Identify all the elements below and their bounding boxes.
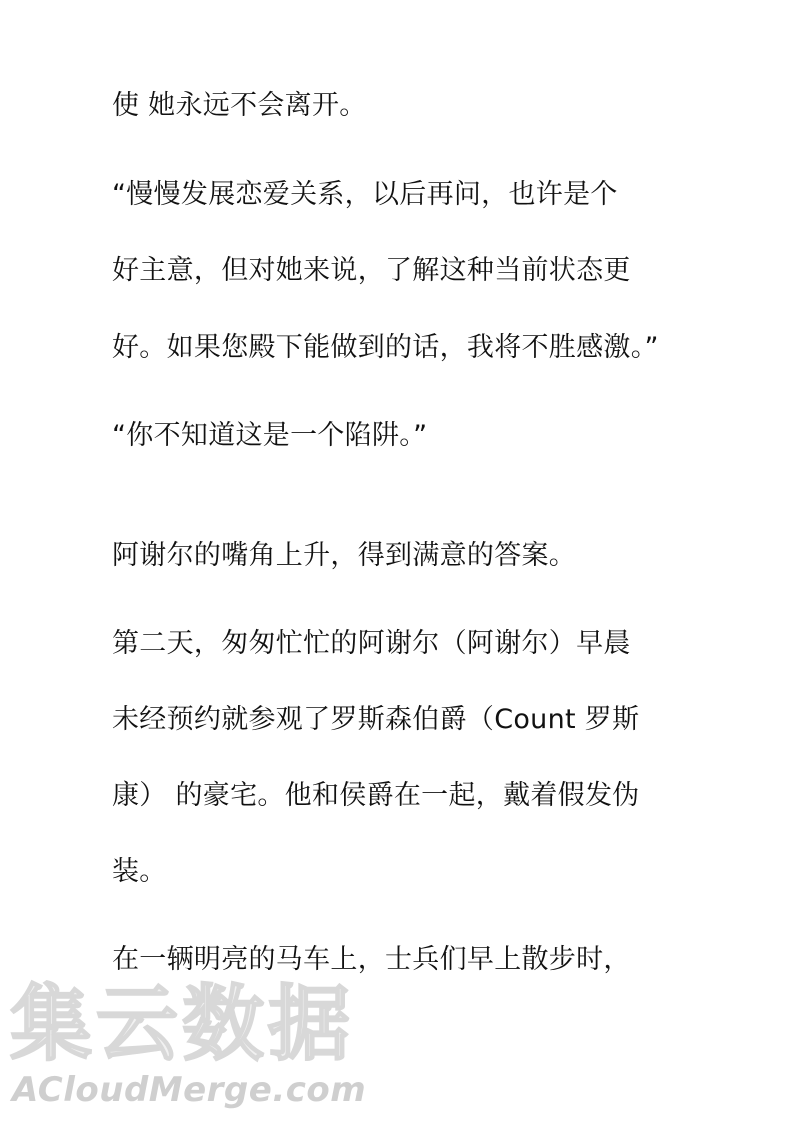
text-line: 装。 xyxy=(112,856,167,887)
text-line: 好主意，但对她来说，了解这种当前状态更 xyxy=(112,255,631,286)
text-line: 未经预约就参观了罗斯森伯爵（Count 罗斯 xyxy=(112,704,640,735)
watermark-english-text: ACloudMerge.com xyxy=(12,1070,367,1110)
watermark-chinese-text: 集云数据 xyxy=(10,977,355,1072)
watermark xyxy=(10,978,390,1118)
text-line: 阿谢尔的嘴角上升，得到满意的答案。 xyxy=(112,540,577,571)
text-line: “慢慢发展恋爱关系，以后再问，也许是个 xyxy=(112,179,618,210)
text-line: 在一辆明亮的马车上，士兵们早上散步时， xyxy=(112,944,631,975)
text-line: “你不知道这是一个陷阱。” xyxy=(112,420,428,451)
text-line: 好。如果您殿下能做到的话，我将不胜感激。” xyxy=(112,332,659,363)
text-line: 康） 的豪宅。他和侯爵在一起，戴着假发伪 xyxy=(112,780,640,811)
text-line: 第二天，匆匆忙忙的阿谢尔（阿谢尔）早晨 xyxy=(112,628,631,659)
text-line: 使 她永远不会离开。 xyxy=(112,90,367,121)
